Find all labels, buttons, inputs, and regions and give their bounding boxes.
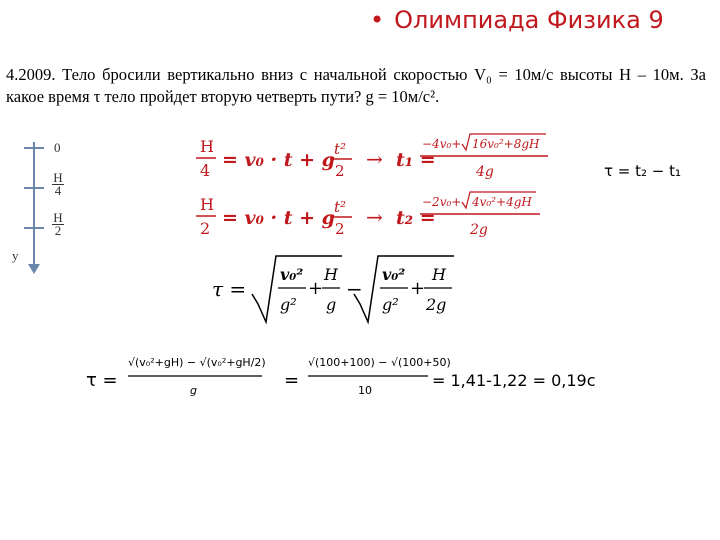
tau-label: τ =: [212, 277, 247, 301]
eq2-body: = v₀ · t + g: [222, 207, 335, 229]
final-den: g: [190, 384, 197, 397]
tau-t1b-num: H: [324, 265, 338, 284]
eq1-t2-den: 2: [335, 162, 345, 180]
t2-num: −2v₀+: [422, 195, 462, 209]
eq2-lhs-den: 2: [200, 219, 211, 238]
t1-sqrt: 16v₀²+8gH: [472, 137, 540, 151]
final-equals: =: [284, 370, 300, 391]
eq1-lhs-den: 4: [200, 161, 211, 180]
tau-t2a-den: g²: [382, 295, 399, 314]
axis-svg: [10, 138, 100, 278]
tau-plus-2: +: [410, 278, 426, 299]
t1-num: −4v₀+: [422, 137, 462, 151]
eq2-lhs-num: H: [200, 195, 214, 214]
axis-arrow-icon: [28, 264, 40, 274]
numeric-num: √(100+100) − √(100+50): [308, 356, 451, 369]
t2-label: t₂ =: [396, 207, 436, 229]
eq2-t2-den: 2: [335, 220, 345, 238]
tau-definition: τ = t₂ − t₁: [604, 162, 682, 180]
eq1-arrow: →: [366, 147, 383, 171]
slide-title: [370, 6, 664, 34]
eq2-t2-num: t²: [334, 198, 347, 216]
axis-name: у: [12, 248, 19, 263]
axis-label-half: $\frac{H}{2}$: [53, 210, 63, 238]
title-bullet: •: [370, 6, 385, 34]
title-text: Олимпиада Физика 9: [394, 6, 664, 34]
tau-t1a-num: v₀²: [280, 265, 304, 284]
problem-statement: 4.2009. Тело бросили вертикально вниз с начальной скоростью V₀ = 10м/с высоты Н – 10м. За какое время τ тело пройдет вторую четверть пути? g = 10м/с².: [6, 65, 706, 106]
axis-diagram: [10, 138, 100, 278]
tau-plus-1: +: [308, 278, 324, 299]
t2-den: 2g: [470, 222, 488, 238]
eq2-arrow: →: [366, 205, 383, 229]
t1-label: t₁ =: [396, 149, 436, 171]
numeric-den: 10: [358, 384, 372, 397]
tau-t2b-num: H: [432, 265, 446, 284]
eq1-t2-num: t²: [334, 140, 347, 158]
tau-formula: [210, 250, 470, 330]
tau-minus: −: [346, 277, 363, 301]
eq1-lhs-num: H: [200, 137, 214, 156]
t1-den: 4g: [476, 164, 494, 180]
final-result: = 1,41-1,22 = 0,19с: [432, 371, 596, 390]
eq1-body: = v₀ · t + g: [222, 149, 335, 171]
final-num: √(v₀²+gH) − √(v₀²+gH/2): [128, 356, 266, 369]
axis-label-quarter: $\frac{H}{4}$: [53, 170, 63, 198]
tau-t2a-num: v₀²: [382, 265, 406, 284]
final-computation: [86, 346, 606, 406]
tau-t1a-den: g²: [280, 295, 297, 314]
tau-t2b-den: 2g: [426, 295, 447, 314]
final-tau-label: τ =: [86, 370, 118, 391]
tau-t1b-den: g: [326, 295, 337, 314]
t2-sqrt: 4v₀²+4gH: [472, 195, 532, 209]
axis-label-zero: 0: [54, 140, 61, 155]
equation-2: [190, 188, 560, 248]
equation-1: [190, 130, 560, 190]
